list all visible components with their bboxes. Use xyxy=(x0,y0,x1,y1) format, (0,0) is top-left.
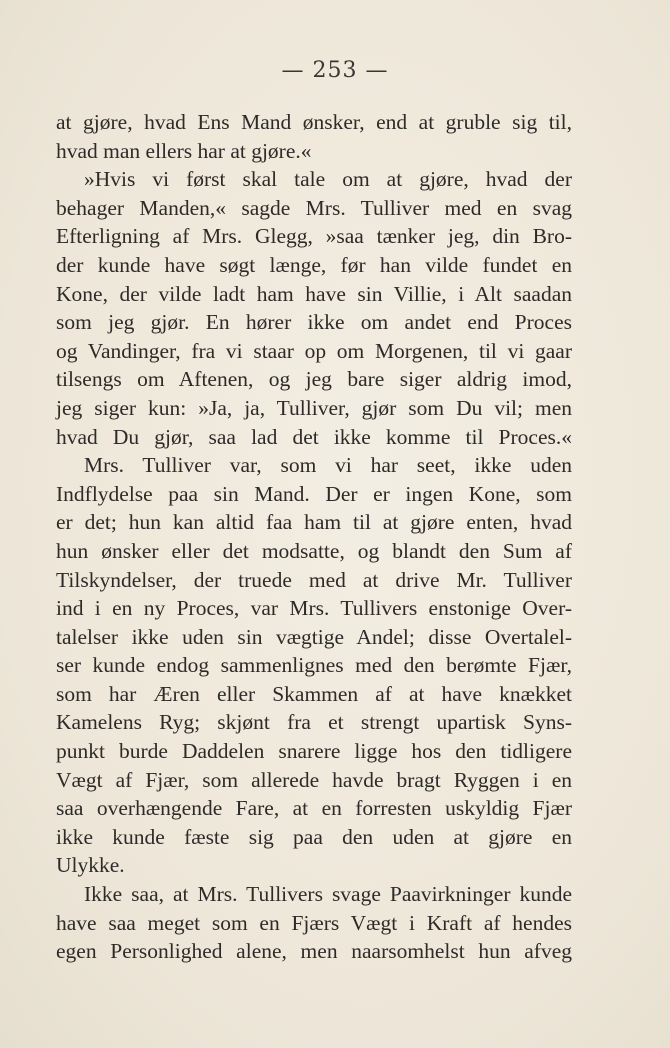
text-line: der kunde have søgt længe, før han vilde fundet en xyxy=(56,252,572,277)
text-line: egen Personlighed alene, men naarsomhelst hun afveg xyxy=(56,939,572,964)
text-line: at gjøre, hvad Ens Mand ønsker, end at gruble sig til, xyxy=(56,110,572,134)
text-line: Indflydelse paa sin Mand. Der er ingen Kone, som xyxy=(56,481,572,506)
text-line: punkt burde Daddelen snarere ligge hos den tidligere xyxy=(56,739,572,764)
text-line: behager Manden,« sagde Mrs. Tulliver med en svag xyxy=(56,195,572,220)
text-line: Kamelens Ryg; skjønt fra et strengt upartisk Syns- xyxy=(56,710,572,735)
text-line: hun ønsker eller det modsatte, og blandt den Sum af xyxy=(56,538,572,563)
text-line: Ulykke. xyxy=(56,853,125,878)
text-line: saa overhængende Fare, at en forresten uskyldig Fjær xyxy=(56,796,572,821)
body-text xyxy=(56,108,572,966)
text-line: talelser ikke uden sin vægtige Andel; disse Overtalel- xyxy=(56,624,572,649)
text-line: hvad man ellers har at gjøre.« xyxy=(56,138,312,163)
text-line: som har Æren eller Skammen af at have knækket xyxy=(56,681,572,706)
text-line: Ikke saa, at Mrs. Tullivers svage Paavirkninger kunde xyxy=(84,882,572,907)
text-line: ikke kunde fæste sig paa den uden at gjøre en xyxy=(56,824,572,849)
text-line: ind i en ny Proces, var Mrs. Tullivers enstonige Over- xyxy=(56,596,572,621)
page-number: — 253 — xyxy=(281,58,389,83)
text-line: er det; hun kan altid faa ham til at gjøre enten, hvad xyxy=(56,510,572,535)
text-line: jeg siger kun: »Ja, ja, Tulliver, gjør som Du vil; men xyxy=(56,395,572,420)
text-line: Efterligning af Mrs. Glegg, »saa tænker jeg, din Bro- xyxy=(56,224,572,249)
text-line: Kone, der vilde ladt ham have sin Villie, i Alt saadan xyxy=(56,281,572,306)
text-line: have saa meget som en Fjærs Vægt i Kraft af hendes xyxy=(56,910,572,935)
text-line: og Vandinger, fra vi staar op om Morgenen, til vi gaar xyxy=(56,338,572,363)
text-line: Mrs. Tulliver var, som vi har seet, ikke uden xyxy=(84,453,572,478)
text-line: Vægt af Fjær, som allerede havde bragt Ryggen i en xyxy=(56,767,572,792)
text-line: »Hvis vi først skal tale om at gjøre, hvad der xyxy=(84,167,572,192)
text-line: hvad Du gjør, saa lad det ikke komme til Proces.« xyxy=(56,424,572,449)
text-line: tilsengs om Aftenen, og jeg bare siger aldrig imod, xyxy=(56,367,572,392)
text-line: ser kunde endog sammenlignes med den berømte Fjær, xyxy=(56,653,572,678)
text-line: Tilskyndelser, der truede med at drive Mr. Tulliver xyxy=(56,567,572,592)
text-line: som jeg gjør. En hører ikke om andet end Proces xyxy=(56,310,572,335)
